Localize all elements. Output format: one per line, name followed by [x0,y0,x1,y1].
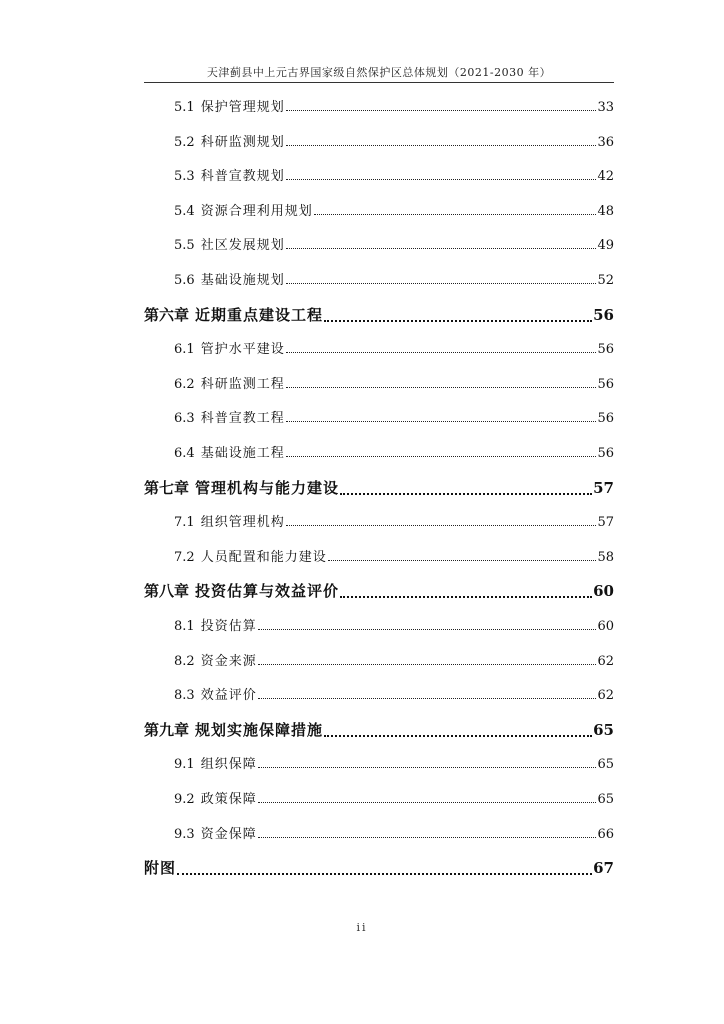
toc-entry-title: 社区发展规划 [200,238,285,254]
toc-entry-number: 第六章 [144,305,190,324]
toc-entry-page: 36 [597,134,614,150]
toc-entry-title: 人员配置和能力建设 [200,549,327,565]
toc-entry-number: 8.3 [174,688,195,704]
toc-entry-title: 投资估算 [200,619,257,634]
toc-entry-number: 8.1 [174,619,195,634]
dot-leader [286,352,597,353]
toc-entry-page: 42 [597,169,614,185]
toc-entry-title: 投资估算与效益评价 [195,582,340,601]
toc-entry-page: 60 [597,619,614,634]
toc-entry-number: 6.1 [174,342,195,358]
toc-entry-number: 9.3 [174,826,195,842]
toc-entry-page: 57 [597,515,614,531]
toc-section-entry[interactable] [174,615,614,635]
dot-leader [340,493,592,495]
toc-entry-title: 资金保障 [200,826,257,842]
dot-leader [286,387,597,388]
toc-entry-page: 48 [597,203,614,219]
toc-entry-number: 6.4 [174,446,195,461]
toc-section-entry[interactable] [174,131,614,151]
dot-leader [286,145,597,146]
toc-entry-number: 6.3 [174,411,195,427]
toc-entry-title: 保护管理规划 [200,100,285,115]
toc-entry-number: 第九章 [144,720,190,739]
dot-leader [324,320,592,322]
toc-entry-title: 基础设施规划 [200,273,285,288]
toc-chapter-entry[interactable] [144,719,614,741]
dot-leader [177,873,592,875]
toc-entry-title: 科研监测工程 [200,376,285,392]
toc-entry-title: 资源合理利用规划 [200,203,313,219]
toc-entry-title: 组织管理机构 [200,515,285,531]
dot-leader [258,767,597,768]
dot-leader [258,629,597,630]
toc-section-entry[interactable] [174,511,614,531]
toc-entry-number: 5.1 [174,100,195,115]
header-rule [144,82,614,83]
dot-leader [286,110,597,111]
toc-chapter-entry[interactable] [144,477,614,499]
toc-section-entry[interactable] [174,684,614,704]
toc-entry-title: 管护水平建设 [200,342,285,358]
toc-entry-page: 65 [597,792,614,807]
toc-entry-title: 近期重点建设工程 [195,305,324,324]
dot-leader [286,179,597,180]
toc-section-entry[interactable] [174,165,614,185]
dot-leader [258,802,597,803]
toc-entry-number: 6.2 [174,376,195,392]
dot-leader [286,248,597,249]
toc-entry-title: 资金来源 [200,653,257,669]
running-header: 天津蓟县中上元古界国家级自然保护区总体规划（2021-2030 年） [206,66,552,79]
toc-section-entry[interactable] [174,407,614,427]
toc-entry-page: 60 [593,582,614,601]
toc-entry-title: 政策保障 [200,792,257,807]
dot-leader [258,664,597,665]
toc-section-entry[interactable] [174,442,614,462]
toc-entry-page: 65 [593,720,614,739]
toc-entry-title: 组织保障 [200,757,257,773]
toc-entry-page: 49 [597,238,614,254]
toc-entry-number: 7.2 [174,549,195,565]
toc-section-entry[interactable] [174,96,614,116]
dot-leader [340,596,592,598]
toc-section-entry[interactable] [174,338,614,358]
toc-entry-number: 7.1 [174,515,195,531]
toc-entry-number: 第七章 [144,478,190,497]
toc-entry-number: 5.2 [174,134,195,150]
toc-entry-number: 5.3 [174,169,195,185]
page-number: ii [356,921,368,934]
toc-entry-title: 规划实施保障措施 [195,720,324,739]
toc-entry-page: 52 [597,273,614,288]
toc-chapter-entry[interactable] [144,580,614,602]
toc-section-entry[interactable] [174,823,614,843]
toc-entry-page: 56 [597,376,614,392]
dot-leader [324,735,592,737]
toc-entry-page: 56 [597,342,614,358]
toc-entry-page: 62 [597,688,614,704]
toc-entry-page: 33 [597,100,614,115]
toc-entry-page: 57 [593,478,614,497]
dot-leader [286,525,597,526]
toc-section-entry[interactable] [174,373,614,393]
toc-entry-page: 65 [597,757,614,773]
toc-entry-number: 第八章 [144,582,190,601]
toc-entry-title: 效益评价 [200,688,257,704]
toc-entry-page: 66 [597,826,614,842]
toc-entry-title: 科研监测规划 [200,134,285,150]
toc-entry-page: 58 [597,549,614,565]
toc-section-entry[interactable] [174,269,614,289]
toc-section-entry[interactable] [174,200,614,220]
toc-entry-title: 管理机构与能力建设 [195,478,340,497]
toc-entry-number: 5.5 [174,238,195,254]
toc-entry-title: 附图 [144,859,177,878]
toc-entry-page: 56 [597,446,614,461]
toc-entry-page: 62 [597,653,614,669]
toc-entry-title: 基础设施工程 [200,446,285,461]
dot-leader [286,283,597,284]
dot-leader [328,560,597,561]
dot-leader [286,421,597,422]
toc-section-entry[interactable] [174,753,614,773]
dot-leader [258,698,597,699]
toc-entry-number: 5.6 [174,273,195,288]
toc-section-entry[interactable] [174,650,614,670]
toc-entry-page: 67 [593,859,614,878]
toc-entry-page: 56 [597,411,614,427]
toc-entry-number: 5.4 [174,203,195,219]
toc-entry-title: 科普宣教工程 [200,411,285,427]
dot-leader [258,837,597,838]
toc-entry-number: 9.1 [174,757,195,773]
toc-section-entry[interactable] [174,234,614,254]
toc-entry-title: 科普宣教规划 [200,169,285,185]
toc-entry-page: 56 [593,305,614,324]
toc-chapter-entry[interactable] [144,857,614,879]
toc-entry-number: 9.2 [174,792,195,807]
toc-section-entry[interactable] [174,546,614,566]
dot-leader [314,214,597,215]
toc-chapter-entry[interactable] [144,304,614,326]
dot-leader [286,456,597,457]
toc-entry-number: 8.2 [174,653,195,669]
toc-section-entry[interactable] [174,788,614,808]
